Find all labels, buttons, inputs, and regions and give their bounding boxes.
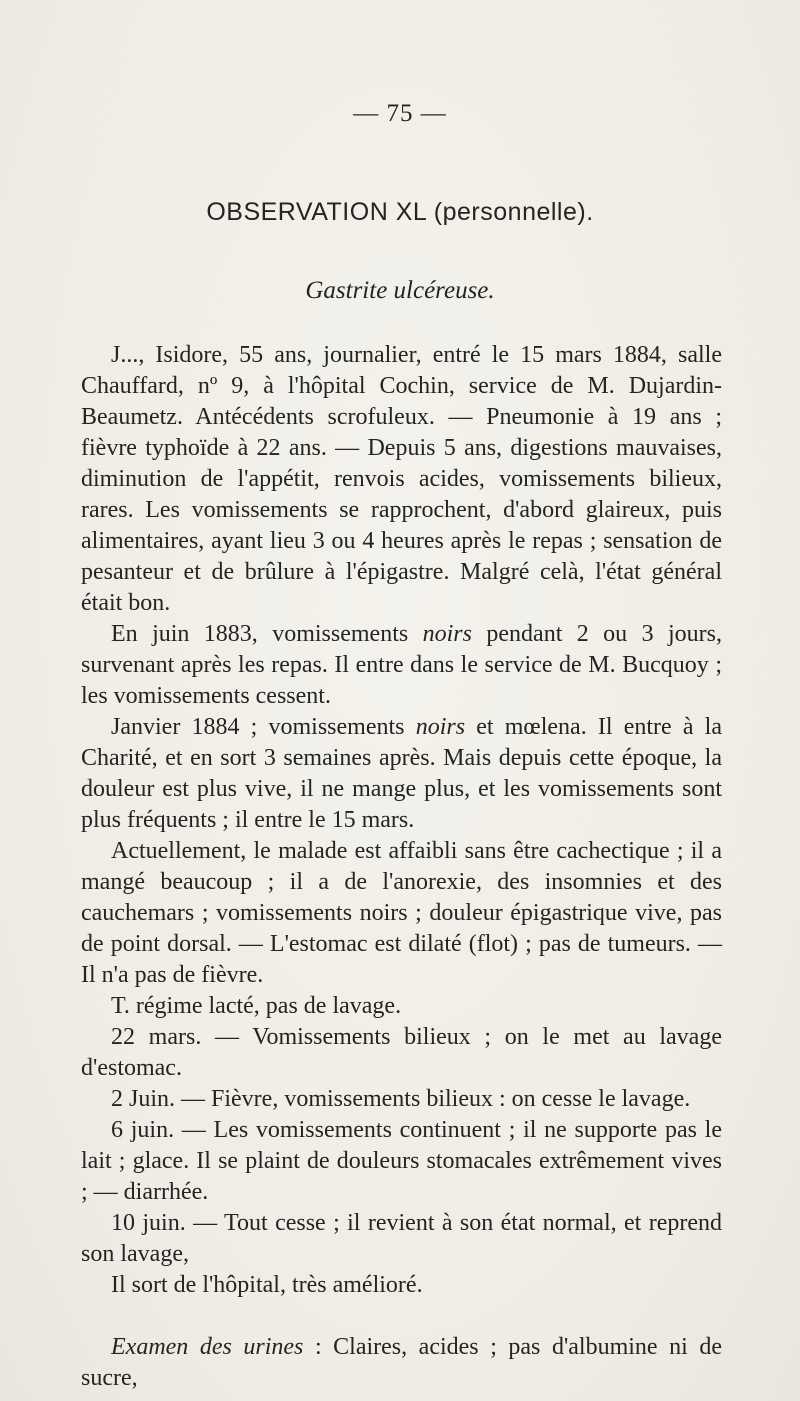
paragraph-10-juin: 10 juin. — Tout cesse ; il revient à son état normal, et reprend son lavage,	[81, 1210, 722, 1267]
paragraph-22-mars: 22 mars. — Vomissements bilieux ; on le met au lavage d'estomac.	[81, 1024, 722, 1081]
paragraph-january-1884: Janvier 1884 ; vomissements noirs et mœlena. Il entre à la Charité, et en sort 3 semaines après. Mais depuis cette époque, la douleur est plus vive, il ne mange plus, et les vomissements sont plus fréquents ; il entre le 15 mars.	[81, 714, 723, 833]
paragraph-june-1883: En juin 1883, vomissements noirs pendant 2 ou 3 jours, survenant après les repas. Il entre dans le service de M. Bucquoy ; les vomissements cessent.	[81, 621, 722, 709]
paragraph-urine-exam	[81, 1332, 722, 1394]
page-number: — 75 —	[353, 100, 447, 127]
emphasis-noirs: noirs	[415, 714, 466, 740]
emphasis-noirs: noirs	[422, 621, 472, 647]
diagnosis-subheading: Gastrite ulcéreuse.	[305, 277, 495, 304]
paragraph-current-state: Actuellement, le malade est affaibli sans être cachectique ; il a mangé beaucoup ; il a de l'anorexie, des insomnies et des cauchemars ; vomissements noirs ; douleur épigastrique vive, pas de point dorsal. — L'estomac est dilaté (flot) ; pas de tumeurs. — Il n'a pas de fièvre.	[81, 838, 722, 988]
paragraph-treatment: T. régime lacté, pas de lavage.	[111, 993, 402, 1019]
paragraph-discharge: Il sort de l'hôpital, très amélioré.	[111, 1272, 423, 1298]
paragraph-6-juin: 6 juin. — Les vomissements continuent ; il ne supporte pas le lait ; glace. Il se plaint de douleurs stomacales extrêmement vives ; — diarrhée.	[81, 1117, 722, 1205]
observation-body	[81, 340, 722, 1394]
paragraph-history: J..., Isidore, 55 ans, journalier, entré le 15 mars 1884, salle Chauffard, nº 9, à l'hôpital Cochin, service de M. Dujardin-Beaumetz. Antécédents scrofuleux. — Pneumonie à 19 ans ; fièvre typhoïde à 22 ans. — Depuis 5 ans, digestions mauvaises, diminution de l'appétit, renvois acides, vomissements bilieux, rares. Les vomissements se rapprochent, d'abord glaireux, puis alimentaires, ayant lieu 3 ou 4 heures après le repas ; sensation de pesanteur et de brûlure à l'épigastre. Malgré celà, l'état général était bon.	[81, 342, 722, 616]
observation-heading: OBSERVATION XL (personnelle).	[206, 198, 594, 226]
paragraph-2-juin: 2 Juin. — Fièvre, vomissements bilieux : on cesse le lavage.	[111, 1086, 691, 1112]
urine-exam-text: : Claires, acides ; pas d'albumine ni de sucre,	[81, 1334, 722, 1391]
urine-exam-label: Examen des urines	[111, 1334, 304, 1360]
